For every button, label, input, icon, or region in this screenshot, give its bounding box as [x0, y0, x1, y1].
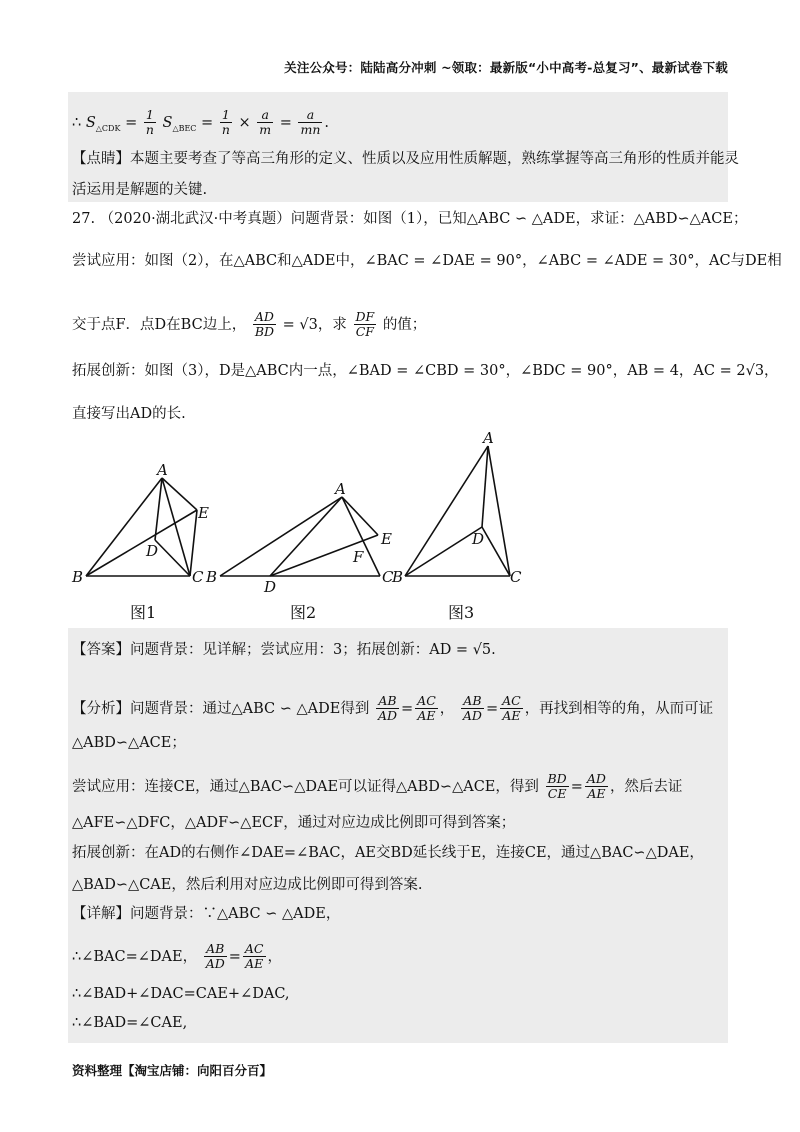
analysis-line-6: △BAD∽△CAE，然后利用对应边成比例即可得到答案.	[72, 877, 423, 893]
fig1-label-A: A	[157, 461, 168, 479]
fig2-label-F: F	[353, 548, 364, 566]
area-ratio-equation: ∴ $S_{\triangle CDK}$ = $\frac{1}{n}$ $S_{\triangle BEC}$ = $\frac{1}{n}$ × $\frac{a}{m}$ = $\frac{a}{mn}$ .	[72, 107, 329, 138]
detail-line-2: ∴∠BAC=∠DAE， $\frac{AB}{AD}$ = $\frac{AC}{AE}$ ，	[72, 941, 282, 972]
answer-line: 【答案】问题背景：见详解；尝试应用：3；拓展创新：AD = √5.	[72, 642, 496, 658]
figure-1	[86, 478, 197, 576]
solution-block	[68, 628, 728, 1043]
fig3-label-C: C	[510, 568, 522, 586]
analysis-line-4: △AFE∽△DFC，△ADF∽△ECF，通过对应边成比例即可得到答案；	[72, 815, 516, 831]
comment-line-2: 活运用是解题的关键.	[72, 182, 208, 198]
fig2-label-D: D	[264, 578, 277, 595]
page-footer: 资料整理【淘宝店铺：向阳百分百】	[72, 1063, 273, 1078]
fig2-label-C: C	[382, 568, 394, 586]
fig2-label-B: B	[206, 568, 218, 586]
figure-3	[405, 446, 510, 576]
fig2-label-A: A	[335, 480, 346, 498]
detail-line-4: ∴∠BAD=∠CAE,	[72, 1015, 188, 1031]
q27-line-1: 27. （2020·湖北武汉·中考真题）问题背景：如图（1），已知△ABC ∽ △ADE，求证：△ABD∽△ACE；	[72, 211, 748, 227]
fig3-label-B: B	[392, 568, 404, 586]
page-header: 关注公众号：陆陆高分冲刺 ~领取：最新版“小中高考-总复习”、最新试卷下载	[284, 60, 728, 75]
analysis-line-3: 尝试应用：连接CE，通过△BAC∽△DAE可以证得△ABD∽△ACE，得到 $\frac{BD}{CE}$ = $\frac{AD}{AE}$ ，然后去证	[72, 771, 683, 802]
analysis-line-1: 【分析】问题背景：通过△ABC ∽ △ADE得到 $\frac{AB}{AD}$ = $\frac{AC}{AE}$ ， $\frac{AB}{AD}$ = $\frac{AC}{AE}$ ，再找到相等的角，从而可证	[72, 693, 714, 724]
fig3-label-D: D	[472, 530, 485, 548]
q27-line-4: 拓展创新：如图（3），D是△ABC内一点，∠BAD = ∠CBD = 30°，∠BDC = 90°，AB = 4，AC = 2√3，	[72, 363, 779, 379]
q27-line-2: 尝试应用：如图（2），在△ABC和△ADE中，∠BAC = ∠DAE = 90°，∠ABC = ∠ADE = 30°，AC与DE相	[72, 253, 782, 269]
fig1-label-E: E	[198, 504, 209, 522]
fig1-label-D: D	[146, 542, 159, 560]
q27-line-5: 直接写出AD的长.	[72, 406, 186, 422]
figure-2-caption: 图2	[290, 603, 317, 622]
figure-1-caption: 图1	[130, 603, 157, 622]
fig2-label-E: E	[381, 530, 392, 548]
q27-line-3: 交于点F．点D在BC边上， $\frac{AD}{BD}$ = √3，求 $\frac{DF}{CF}$ 的值；	[72, 309, 427, 340]
comment-line-1: 【点睛】本题主要考查了等高三角形的定义、性质以及应用性质解题，熟练掌握等高三角形的性质并能灵	[72, 151, 739, 167]
figure-3-caption: 图3	[448, 603, 475, 622]
detail-line-3: ∴∠BAD+∠DAC=CAE+∠DAC,	[72, 986, 290, 1002]
fig3-label-A: A	[483, 429, 494, 447]
geometry-figures	[60, 425, 560, 595]
analysis-line-2: △ABD∽△ACE；	[72, 735, 186, 751]
analysis-line-5: 拓展创新：在AD的右侧作∠DAE=∠BAC，AE交BD延长线于E，连接CE，通过△BAC∽△DAE，	[72, 845, 704, 861]
fig1-label-C: C	[192, 568, 204, 586]
fig1-label-B: B	[72, 568, 84, 586]
detail-line-1: 【详解】问题背景：∵△ABC ∽ △ADE，	[72, 906, 341, 922]
